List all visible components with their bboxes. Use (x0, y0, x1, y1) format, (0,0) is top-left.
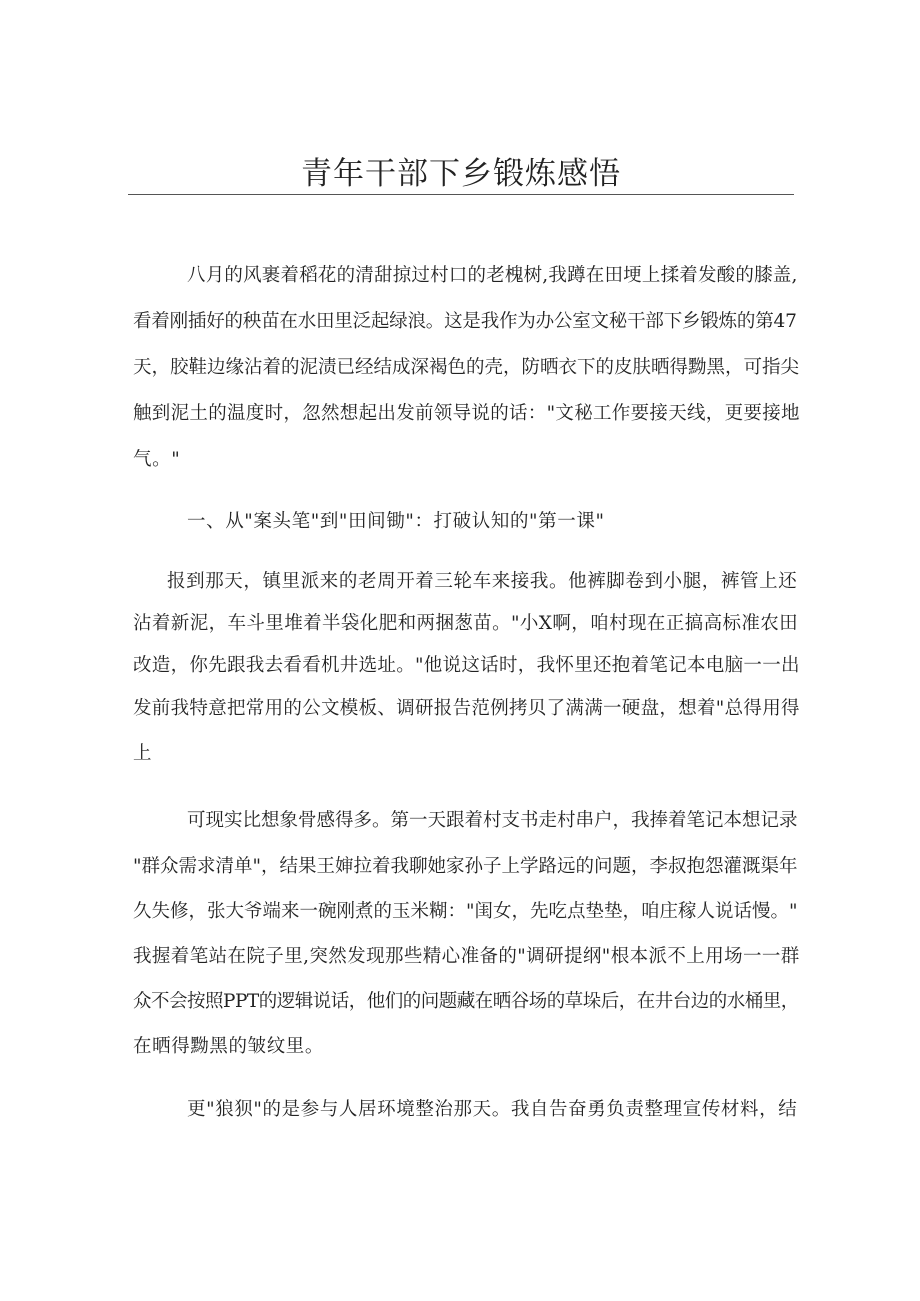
paragraph-4-line-1: 可现实比想象骨感得多。第一天跟着村支书走村串户，我捧着笔记本想记录 (187, 810, 798, 831)
paragraph-1-line-1: 八月的风裹着稻花的清甜掠过村口的老槐树,我蹲在田埂上揉着发酸的膝盖, (187, 265, 798, 286)
paragraph-5-line-1: 更"狼狈"的是参与人居环境整治那天。我自告奋勇负责整理宣传材料，结 (187, 1099, 798, 1120)
paragraph-1-line-3: 天，胶鞋边缘沾着的泥渍已经结成深褐色的壳，防晒衣下的皮肤晒得黝黑，可指尖 (133, 357, 800, 378)
paragraph-1-line-5: 气。" (133, 449, 181, 470)
section-heading: 一、从"案头笔"到"田间锄"：打破认知的"第一课" (187, 511, 605, 532)
paragraph-4-line-3: 久失修，张大爷端来一碗刚煮的玉米糊："闺女，先吃点垫垫，咱庄稼人说话慢。" (133, 901, 798, 922)
paragraph-3-line-4: 发前我特意把常用的公文模板、调研报告范例拷贝了满满一硬盘，想着"总得用得 (133, 698, 800, 719)
paragraph-3-line-1: 报到那天，镇里派来的老周开着三轮车来接我。他裤脚卷到小腿，裤管上还 (167, 571, 798, 592)
document-title: 青年干部下乡锻炼感悟 (301, 156, 621, 192)
paragraph-3-line-2: 沾着新泥，车斗里堆着半袋化肥和两捆葱苗。"小X啊，咱村现在正搞高标准农田 (133, 613, 799, 634)
paragraph-4-line-4: 我握着笔站在院子里,突然发现那些精心准备的"调研提纲"根本派不上用场一一群 (133, 946, 800, 967)
paragraph-1-line-4: 触到泥土的温度时，忽然想起出发前领导说的话："文秘工作要接天线，更要接地 (133, 403, 800, 424)
paragraph-1-line-2: 看着刚插好的秧苗在水田里泛起绿浪。这是我作为办公室文秘干部下乡锻炼的第47 (133, 311, 797, 332)
title-underline (128, 194, 794, 195)
paragraph-4-line-6: 在晒得黝黑的皱纹里。 (133, 1036, 325, 1057)
paragraph-3-line-5: 上 (133, 743, 153, 764)
paragraph-4-line-2: "群众需求清单"，结果王婶拉着我聊她家孙子上学路远的问题，李叔抱怨灌溉渠年 (133, 856, 798, 877)
paragraph-4-line-5: 众不会按照PPT的逻辑说话，他们的问题藏在晒谷场的草垛后，在井台边的水桶里， (133, 991, 799, 1012)
paragraph-3-line-3: 改造，你先跟我去看看机井选址。"他说这话时，我怀里还抱着笔记本电脑一一出 (133, 655, 800, 676)
